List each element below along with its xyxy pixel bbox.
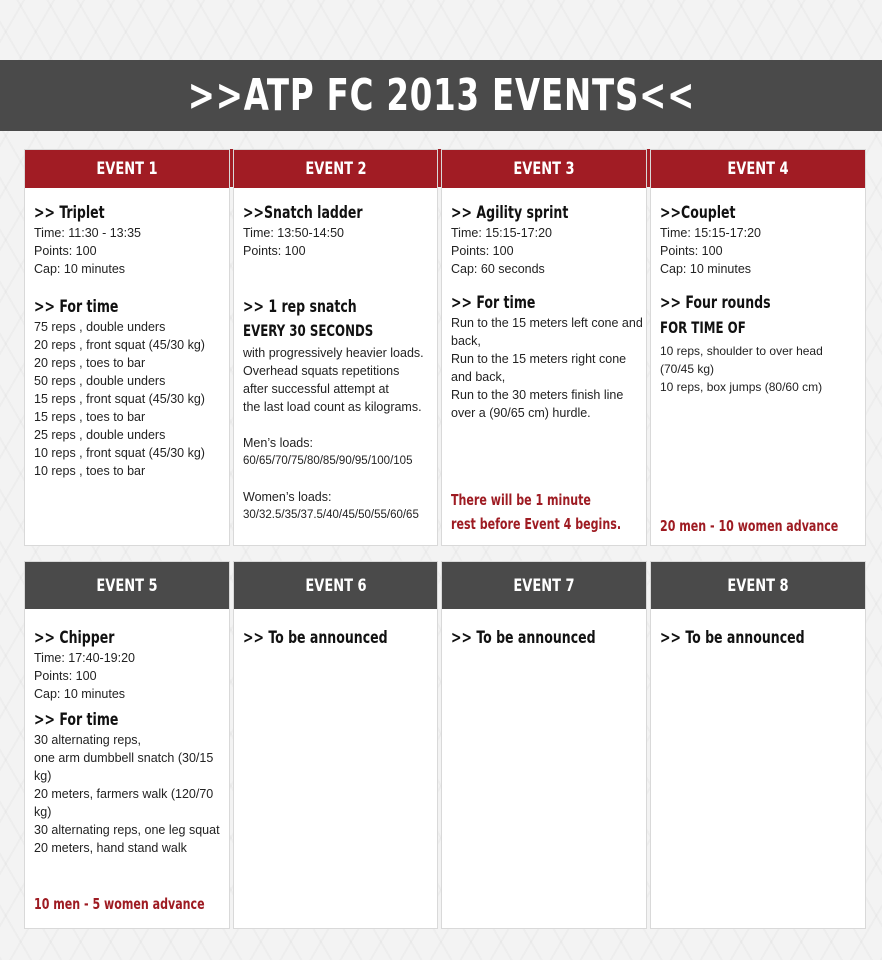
event-subtitle-2: EVERY 30 SECONDS [243,321,374,340]
workout-line: with progressively heavier loads. [243,346,424,360]
event-card-3 [441,149,647,546]
page-title-banner [0,60,882,131]
workout-line: 20 meters, farmers walk (120/70 kg) [34,787,214,819]
workout-line: and back, [451,370,506,384]
event-title: >>Couplet [660,203,736,223]
workout-line: Overhead squats repetitions [243,364,400,378]
event-cap: Cap: 60 seconds [451,262,545,276]
event-title: >> To be announced [660,628,805,648]
event-card-2 [233,149,438,546]
event-header: EVENT 1 [25,150,229,188]
event-header: EVENT 2 [234,150,437,188]
workout-line: back, [451,334,481,348]
event-points: Points: 100 [660,244,723,258]
workout-line: 10 reps , toes to bar [34,464,146,478]
event-header: EVENT 3 [442,150,646,188]
event-subtitle: >> For time [34,297,119,317]
rest-note-line-1: There will be 1 minute [451,491,591,509]
event-title: >>Snatch ladder [243,203,363,223]
event-card-1 [24,149,230,546]
event-title: >> To be announced [243,628,388,648]
event-subtitle: >> 1 rep snatch [243,297,357,317]
event-points: Points: 100 [451,244,514,258]
mens-loads: 60/65/70/75/80/85/90/95/100/105 [243,455,413,467]
event-title: >> To be announced [451,628,596,648]
event-time: Time: 17:40-19:20 [34,651,135,665]
event-card-4 [650,149,866,546]
rest-note-line-2: rest before Event 4 begins. [451,515,622,533]
event-subtitle-2: FOR TIME OF [660,318,746,337]
event-header: EVENT 5 [25,562,229,609]
workout-line: 75 reps , double unders [34,320,166,334]
workout-line: 10 reps , front squat (45/30 kg) [34,446,205,460]
workout-line: 30 alternating reps, one leg squat [34,823,220,837]
event-cap: Cap: 10 minutes [660,262,752,276]
mens-loads-label: Men’s loads: [243,436,313,450]
workout-line: 15 reps , front squat (45/30 kg) [34,392,205,406]
event-card-6 [233,561,438,929]
workout-line: 30 alternating reps, [34,733,142,747]
event-header: EVENT 4 [651,150,865,188]
workout-line: over a (90/65 cm) hurdle. [451,406,591,420]
workout-line: 20 reps , toes to bar [34,356,146,370]
event-title: >> Chipper [34,628,115,648]
event-subtitle: >> For time [451,293,536,313]
workout-line: after successful attempt at [243,382,389,396]
event-card-7 [441,561,647,929]
womens-loads: 30/32.5/35/37.5/40/45/50/55/60/65 [243,509,419,521]
workout-line: 20 meters, hand stand walk [34,841,187,855]
event-header: EVENT 7 [442,562,646,609]
workout-line: the last load count as kilograms. [243,400,422,414]
workout-line: 50 reps , double unders [34,374,166,388]
page-title: >>ATP FC 2013 EVENTS<< [187,70,695,121]
workout-line: Run to the 15 meters right cone [451,352,627,366]
event-card-8 [650,561,866,929]
event-cap: Cap: 10 minutes [34,687,126,701]
event-title: >> Triplet [34,203,105,223]
event-card-5 [24,561,230,929]
workout-line: one arm dumbbell snatch (30/15 kg) [34,751,214,783]
event-time: Time: 11:30 - 13:35 [34,226,142,240]
event-points: Points: 100 [34,669,97,683]
event-points: Points: 100 [34,244,97,258]
workout-line: (70/45 kg) [660,362,715,376]
event-time: Time: 15:15-17:20 [660,226,761,240]
workout-line: 15 reps , toes to bar [34,410,146,424]
event-title: >> Agility sprint [451,203,569,223]
workout-line: 10 reps, box jumps (80/60 cm) [660,380,823,394]
advance-note: 10 men - 5 women advance [34,895,205,913]
event-points: Points: 100 [243,244,306,258]
workout-line: Run to the 15 meters left cone and [451,316,643,330]
workout-line: 25 reps , double unders [34,428,166,442]
workout-line: 10 reps, shoulder to over head [660,344,823,358]
event-header: EVENT 6 [234,562,437,609]
event-time: Time: 13:50-14:50 [243,226,344,240]
event-cap: Cap: 10 minutes [34,262,126,276]
event-time: Time: 15:15-17:20 [451,226,552,240]
workout-line: Run to the 30 meters finish line [451,388,624,402]
event-header: EVENT 8 [651,562,865,609]
workout-line: 20 reps , front squat (45/30 kg) [34,338,205,352]
advance-note: 20 men - 10 women advance [660,517,839,535]
womens-loads-label: Women’s loads: [243,490,332,504]
event-subtitle: >> For time [34,710,119,730]
event-subtitle: >> Four rounds [660,293,771,313]
